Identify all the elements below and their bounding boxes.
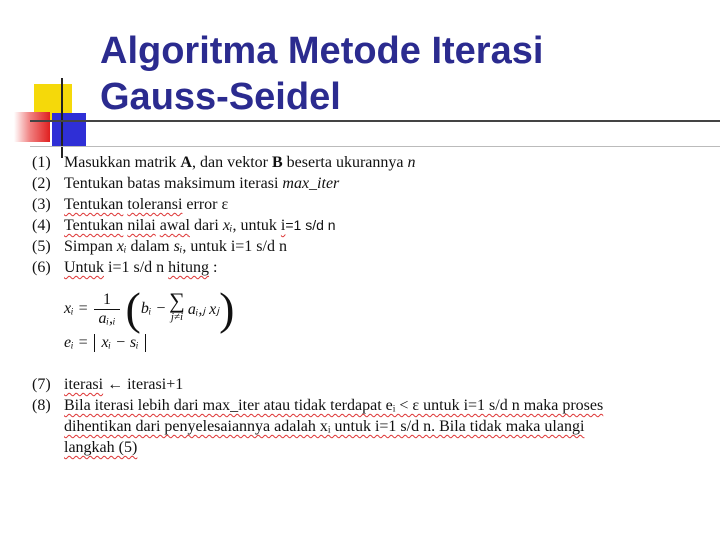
fraction — [94, 291, 119, 328]
var-xi: xᵢ — [116, 238, 127, 255]
step-text — [64, 374, 702, 395]
step-number: (8) — [32, 397, 51, 414]
step-number: (1) — [32, 154, 51, 171]
max-iter: max_iter — [282, 175, 340, 192]
step-4-text-b: nilai — [127, 217, 156, 234]
step-1-text-e: beserta ukurannya — [282, 154, 408, 171]
horizontal-rule — [30, 120, 720, 122]
vector-b: B — [271, 154, 283, 171]
step-5 — [32, 236, 702, 257]
step-6-text-d: : — [209, 259, 218, 276]
step-text — [64, 395, 702, 458]
matrix-a: A — [180, 154, 192, 171]
step-6 — [32, 257, 702, 278]
blue-square-decoration — [52, 113, 86, 147]
step-8-line-3: langkah (5) — [64, 439, 138, 456]
step-2 — [32, 173, 702, 194]
step-4-text-a: Tentukan — [64, 217, 124, 234]
step-number: (7) — [32, 376, 51, 393]
step-6-text-c: hitung — [168, 259, 210, 276]
step-3-text-a: Tentukan — [64, 196, 124, 213]
sum-condition: j≠i — [170, 311, 184, 323]
step-7 — [32, 374, 702, 395]
formula-lhs-xi: xᵢ = — [64, 300, 89, 317]
formula-ei — [64, 334, 234, 352]
formula-xi — [64, 283, 235, 334]
step-4-text-h: =1 s/d n — [285, 217, 336, 233]
step-5-text-c: dalam — [126, 238, 174, 255]
fraction-denominator: aᵢ,ᵢ — [94, 309, 119, 328]
step-3-text-b: toleransi — [127, 196, 183, 213]
step-text — [64, 236, 702, 257]
formula-block — [64, 283, 235, 352]
step-number: (3) — [32, 196, 51, 213]
summation — [169, 288, 185, 325]
step-8 — [32, 395, 702, 458]
formula-aij-xj: aᵢ,ⱼ xⱼ — [187, 301, 220, 318]
formula-bi: bᵢ − — [140, 300, 167, 317]
formula-abs-diff: xᵢ − sᵢ — [94, 334, 145, 352]
step-1-text-a: Masukkan matrik — [64, 154, 181, 171]
step-6-text-b: i=1 s/d n — [104, 259, 169, 276]
sigma-symbol: ∑ — [169, 288, 185, 313]
step-2-text-a: Tentukan batas maksimum iterasi — [64, 175, 283, 192]
step-7-text-a: iterasi — [64, 376, 104, 393]
step-text — [64, 173, 702, 194]
close-paren: ) — [219, 283, 235, 334]
step-text — [64, 194, 702, 215]
step-4-text-c: awal — [159, 217, 190, 234]
step-4-text-g: i — [280, 217, 286, 234]
fraction-numerator: 1 — [102, 290, 111, 308]
open-paren: ( — [125, 283, 141, 334]
step-4 — [32, 215, 702, 236]
step-number: (5) — [32, 238, 51, 255]
step-1 — [32, 152, 702, 173]
step-4-text-f: , untuk — [232, 217, 281, 234]
algorithm-steps-continued — [32, 374, 702, 458]
step-number: (6) — [32, 259, 51, 276]
step-3-text-c: error ε — [182, 196, 229, 213]
slide-title — [100, 28, 543, 120]
algorithm-steps — [32, 152, 702, 278]
step-3 — [32, 194, 702, 215]
step-5-text-a: Simpan — [64, 238, 117, 255]
var-si: sᵢ — [173, 238, 183, 255]
step-4-text-d: dari — [193, 217, 219, 234]
title-line-2: Gauss-Seidel — [100, 76, 341, 118]
step-8-line-1: Bila iterasi lebih dari max_iter atau tidak terdapat eᵢ < ε untuk i=1 s/d n maka proses — [64, 397, 604, 414]
step-7-text-b: ← iterasi+1 — [103, 376, 184, 393]
step-5-text-e: , untuk i=1 s/d n — [182, 238, 287, 255]
step-text — [64, 152, 702, 173]
size-n: n — [407, 154, 416, 171]
step-1-text-c: , dan vektor — [191, 154, 272, 171]
var-xi: xᵢ — [222, 217, 233, 234]
step-number: (4) — [32, 217, 51, 234]
horizontal-rule-thin — [30, 146, 720, 147]
title-line-1: Algoritma Metode Iterasi — [100, 30, 544, 72]
step-text — [64, 215, 702, 236]
formula-lhs-ei: eᵢ = — [64, 334, 89, 351]
step-text — [64, 257, 702, 278]
step-number: (2) — [32, 175, 51, 192]
red-gradient-decoration — [14, 112, 50, 142]
step-6-text-a: Untuk — [64, 259, 104, 276]
step-8-line-2: dihentikan dari penyelesaiannya adalah xᵢ untuk i=1 s/d n. Bila tidak maka ulangi — [64, 418, 585, 435]
